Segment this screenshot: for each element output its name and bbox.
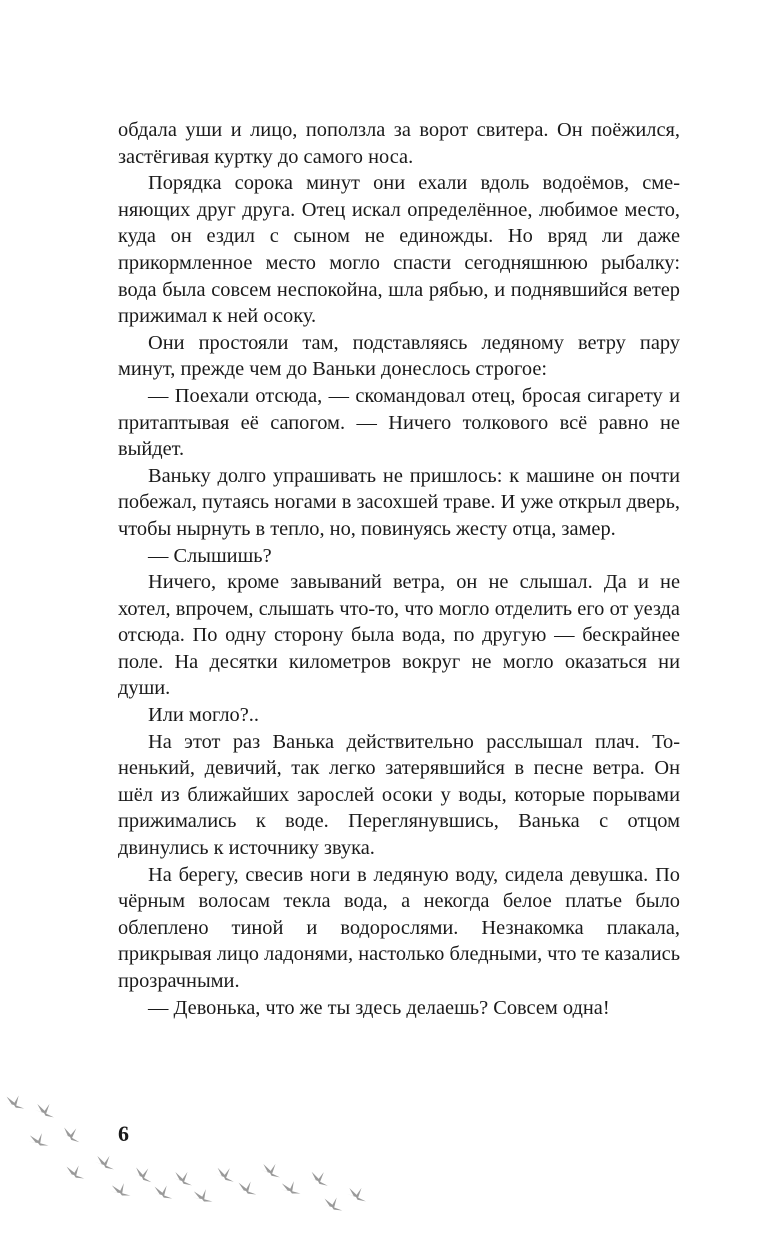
paragraph: На берегу, свесив ноги в ледяную воду, сидела девушка. По чёрным волосам текла вода, а некогда белое платье было облеплено тиной и водорослями. Незнакомка плакала, прикрывая лицо ладонями, настолько бледными, что те казались прозрачными. xyxy=(118,863,680,992)
paragraph: Или могло?.. xyxy=(148,704,259,727)
page-number: 6 xyxy=(118,1121,129,1146)
paragraph: На этот раз Ванька действительно расслышал плач. Тоненький, девичий, так легко затерявшийся в песне ветра. Он шёл из ближайших зарослей осоки у воды, которые порывами прижимались к воде. Переглянувшись, Ванька с отцом двинулись к источнику звука. xyxy=(118,730,680,860)
paragraph: Они простояли там, подставляясь ледяному ветру пару минут, прежде чем до Ваньки донеслось строгое: xyxy=(118,331,680,381)
paragraph: Ваньку долго упрашивать не пришлось: к машине он почти побежал, путаясь ногами в засохшей траве. И уже открыл дверь, чтобы нырнуть в тепло, но, повинуясь жесту отца, замер. xyxy=(118,464,680,540)
paragraph: — Поехали отсюда, — скомандовал отец, бросая сигарету и притаптывая её сапогом. — Ничего толкового всё равно не выйдет. xyxy=(118,384,680,461)
paragraph: Порядка сорока минут они ехали вдоль водоёмов, сменяющих друг друга. Отец искал определённое, любимое место, куда он ездил с сыном не единожды. Но вряд ли даже прикормленное место могло спасти сегодняшнюю рыбалку: вода была совсем неспокойна, шла рябью, и поднявшийся ветер прижимал к ней осоку. xyxy=(118,172,680,328)
paragraph: — Девонька, что же ты здесь делаешь? Совсем одна! xyxy=(148,996,610,1019)
page-body xyxy=(118,117,680,1021)
bird-tracks-icon xyxy=(0,1085,400,1235)
paragraph: Ничего, кроме завываний ветра, он не слышал. Да и не хотел, впрочем, слышать что-то, что могло отделить его от уезда отсюда. По одну сторону была вода, по другую — бескрайнее поле. На десятки километров вокруг не могло оказаться ни души. xyxy=(118,571,680,700)
paragraph: обдала уши и лицо, поползла за ворот свитера. Он поёжился, застёгивая куртку до самого носа. xyxy=(118,119,680,168)
paragraph: — Слышишь? xyxy=(148,544,272,567)
